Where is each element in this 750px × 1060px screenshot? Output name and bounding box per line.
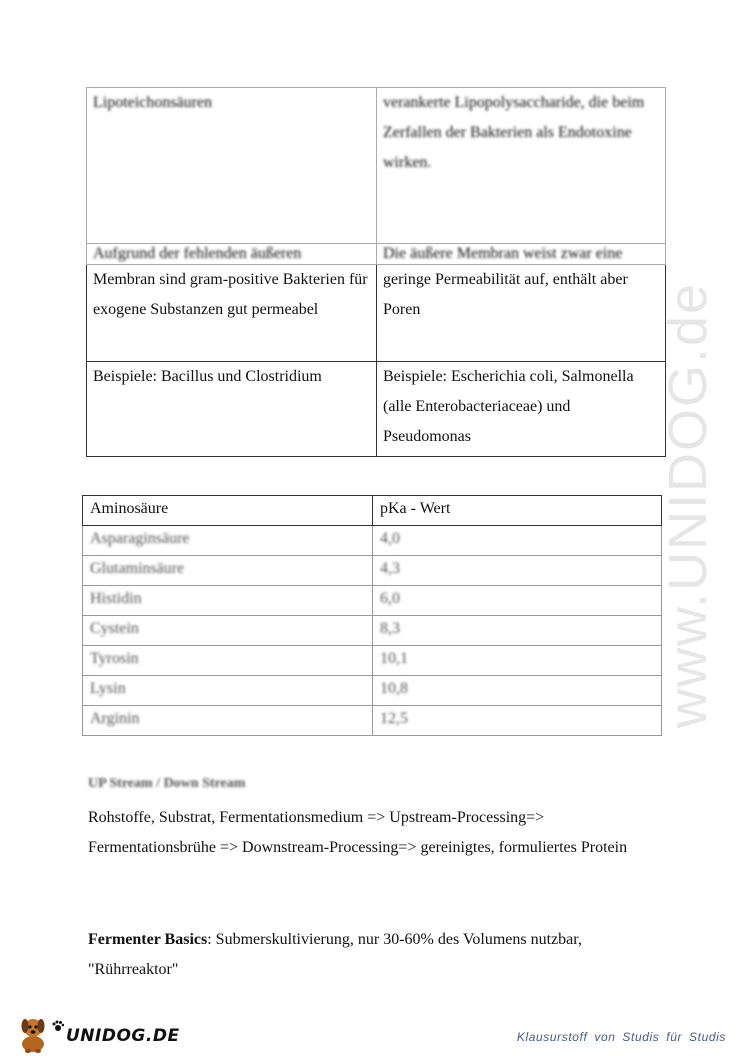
table-cell: verankerte Lipopolysaccharide, die beim Zerfallen der Bakterien als Endotoxine wirken. <box>377 88 666 244</box>
footer-tagline: Klausurstoff von Studis für Studis <box>516 1030 726 1044</box>
table-row <box>87 88 666 244</box>
unidog-logo[interactable] <box>18 1010 180 1054</box>
table-cell: Lipoteichonsäuren <box>87 88 377 244</box>
table-cell: 12,5 <box>373 706 662 736</box>
table-cell: Tyrosin <box>83 646 373 676</box>
watermark <box>628 270 748 740</box>
table-row <box>87 362 666 457</box>
table-cell: Membran sind gram-positive Bakterien für exogene Substanzen gut permeabel <box>87 265 377 362</box>
fermenter-label: Fermenter Basics <box>88 931 208 948</box>
table-row <box>87 244 666 265</box>
table-row <box>83 616 662 646</box>
logo-text: UNIDOG.DE <box>66 1026 180 1046</box>
table-row <box>87 265 666 362</box>
dog-icon <box>18 1014 48 1054</box>
fermenter-text: : Submerskultivierung, nur 30-60% des Volumens nutzbar, "Rührreaktor" <box>88 931 582 978</box>
table-cell: 8,3 <box>373 616 662 646</box>
table-cell: Arginin <box>83 706 373 736</box>
table-cell: Die äußere Membran weist zwar eine <box>377 244 666 265</box>
table-row <box>83 526 662 556</box>
stream-paragraph: Rohstoffe, Substrat, Fermentationsmedium => Upstream-Processing=> Fermentationsbrühe => Downstream-Processing=> gereinigtes, formuliertes Protein <box>88 809 628 856</box>
table-cell: Cystein <box>83 616 373 646</box>
table-cell: geringe Permeabilität auf, enthält aber Poren <box>377 265 666 362</box>
table-cell: Glutaminsäure <box>83 556 373 586</box>
table-header-row <box>83 496 662 526</box>
table-cell: Histidin <box>83 586 373 616</box>
table-row <box>83 676 662 706</box>
table-row <box>83 556 662 586</box>
column-header: pKa - Wert <box>373 496 662 526</box>
stream-heading: UP Stream / Down Stream <box>88 776 246 791</box>
table-row <box>83 646 662 676</box>
table-cell: Lysin <box>83 676 373 706</box>
fermenter-paragraph <box>88 925 668 985</box>
table-cell: Aufgrund der fehlenden äußeren <box>87 244 377 265</box>
table-cell: 4,3 <box>373 556 662 586</box>
table-row <box>83 586 662 616</box>
table-cell: Beispiele: Escherichia coli, Salmonella (alle Enterobacteriaceae) und Pseudomonas <box>377 362 666 457</box>
table-cell: 10,1 <box>373 646 662 676</box>
table-cell: 6,0 <box>373 586 662 616</box>
table-cell: 4,0 <box>373 526 662 556</box>
paw-icon <box>52 1020 64 1032</box>
cell-wall-comparison-table <box>86 87 666 457</box>
amino-acid-pka-table <box>82 495 662 736</box>
watermark-text: www.UNIDOG.de <box>658 281 718 729</box>
column-header: Aminosäure <box>83 496 373 526</box>
table-cell: Asparaginsäure <box>83 526 373 556</box>
table-cell: Beispiele: Bacillus und Clostridium <box>87 362 377 457</box>
table-cell: 10,8 <box>373 676 662 706</box>
table-row <box>83 706 662 736</box>
